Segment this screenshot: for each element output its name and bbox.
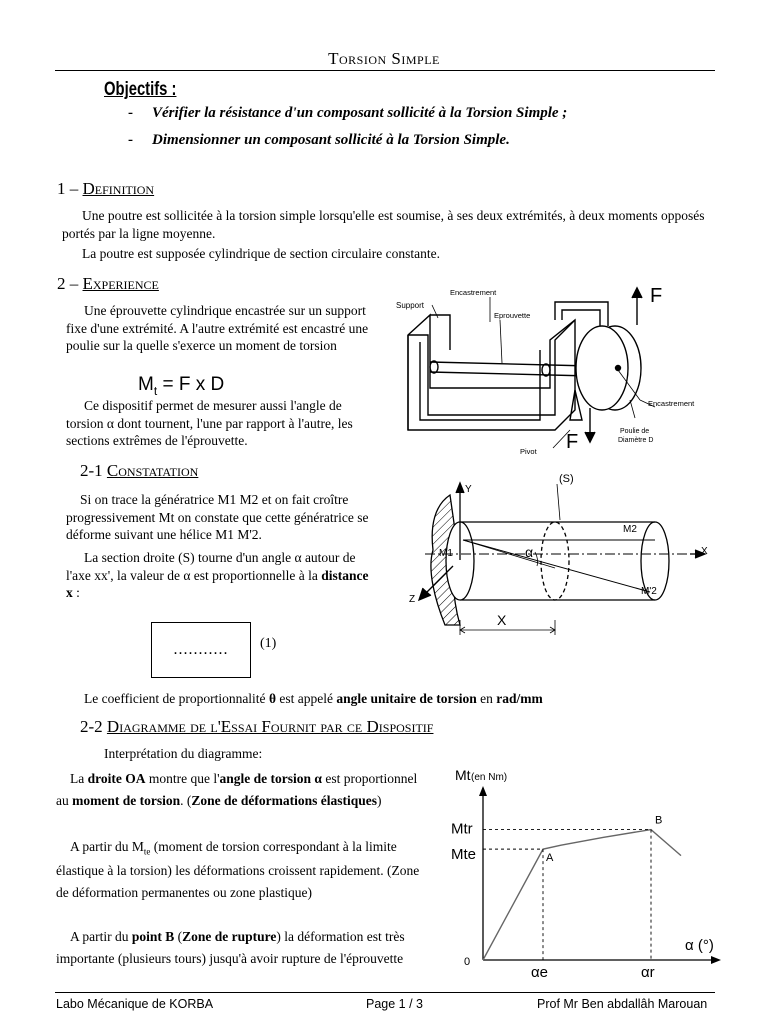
text-span: ) la déformation est très importante (plusieurs tours) jusqu'à avoir rupture de l'éprouvette — [56, 929, 405, 966]
section-heading-experience — [57, 273, 159, 295]
section-heading-definition — [57, 178, 154, 200]
experience-paragraph: Une éprouvette cylindrique encastrée sur un support fixe d'une extrémité. A l'autre extrémité est encastré une poulie sur la quelle s'exerce un moment de torsion — [66, 303, 369, 354]
label-m1: M1 — [439, 548, 453, 559]
definition-paragraph: Une poutre est sollicitée à la torsion simple lorsqu'elle est soumise, à ses deux extrémités, à deux moments opposés portés par la ligne moyenne. — [62, 208, 705, 241]
constatation-paragraph: Si on trace la génératrice M1 M2 et on fait croître progressivement Mt on constate que cette génératrice se déforme suivant une hélice M1 M'2. — [66, 492, 369, 543]
bullet: - — [128, 132, 133, 148]
torque-formula — [138, 373, 224, 399]
theta-symbol: θ — [268, 691, 276, 706]
helix-cylinder-figure — [405, 470, 715, 640]
diagram-paragraph-1 — [56, 768, 430, 813]
bold-span: point B — [131, 929, 175, 944]
objective-text: Dimensionner un composant sollicité à la Torsion Simple. — [152, 132, 510, 148]
section-title: Definition — [82, 179, 155, 198]
section-heading-constatation — [80, 460, 198, 482]
section-title: Constatation — [106, 461, 199, 480]
label-encastrement-right: Encastrement — [648, 399, 695, 408]
label-poulie: Poulie de — [620, 428, 650, 435]
label-m2-prime: M'2 — [641, 586, 657, 597]
formula-symbol: M — [138, 374, 154, 395]
y-tick-label-mte: Mte — [451, 846, 477, 864]
chart-xlabel: α (°) — [685, 937, 714, 954]
objective-item — [128, 104, 567, 124]
y-tick-label-mtr: Mtr — [451, 820, 473, 838]
header-rule — [55, 70, 715, 71]
chart-ylabel-unit: (en Nm) — [471, 772, 508, 783]
point-label-a: A — [546, 852, 554, 865]
text-span: : — [72, 585, 80, 601]
y-axis-arrow — [479, 786, 487, 796]
section-title: Diagramme de l'Essai Fournit par ce Dispositif — [106, 717, 434, 736]
text-span: . ( — [180, 793, 192, 809]
x-tick-label-alpha-r: αr — [641, 964, 655, 981]
label-section-s: (S) — [559, 473, 574, 485]
section-number: 2-1 — [80, 461, 103, 480]
bold-span: droite OA — [87, 771, 146, 786]
text-span: Le coefficient de proportionnalité — [84, 691, 269, 706]
constatation-paragraph-2 — [66, 549, 378, 602]
torsion-diagram-chart — [435, 760, 725, 985]
theta-paragraph — [84, 690, 724, 708]
text-span: est proportionnel au — [56, 771, 418, 809]
bold-span: moment de torsion — [72, 793, 181, 809]
bold-span: angle unitaire de torsion — [336, 691, 477, 706]
objective-item — [128, 131, 510, 151]
chart-origin-label: 0 — [464, 956, 471, 968]
text-span: ( — [174, 929, 183, 944]
text-span: La section droite (S) tourne d'un angle α autour de l'axe xx', la valeur de α est proportionnelle à la — [66, 550, 356, 583]
page-title: Torsion Simple — [328, 49, 440, 68]
bold-span: rad/mm — [496, 691, 543, 706]
label-pivot: Pivot — [520, 447, 537, 456]
footer-left: Labo Mécanique de KORBA — [56, 997, 214, 1011]
diagram-paragraph-3 — [56, 926, 430, 969]
label-poulie-2: Diamètre D — [618, 437, 654, 444]
bold-span: Zone de déformations élastiques — [191, 793, 377, 809]
label-support: Support — [396, 301, 425, 310]
subscript: te — [143, 846, 151, 857]
torsion-apparatus-figure — [390, 270, 710, 470]
bold-span: distance x — [66, 567, 369, 601]
label-axis-y: Y — [465, 484, 472, 495]
text-span: montre que l' — [145, 771, 220, 786]
bold-span: Zone de rupture — [182, 929, 277, 944]
formula-blank-box: ........... — [151, 622, 251, 678]
label-axis-z: Z — [409, 594, 416, 605]
label-distance-x: X — [497, 612, 507, 628]
text-span: A partir du — [70, 929, 132, 944]
text-span: en — [476, 691, 497, 706]
bold-span: angle de torsion α — [219, 771, 322, 786]
point-label-b: B — [655, 814, 663, 827]
section-number: 1 – — [57, 179, 79, 198]
objective-text: Vérifier la résistance d'un composant sollicité à la Torsion Simple ; — [152, 105, 568, 121]
objectives-heading: Objectifs : — [104, 79, 177, 100]
label-eprouvette: Eprouvette — [494, 311, 531, 320]
label-force-bottom: F — [566, 431, 579, 453]
label-encastrement-left: Encastrement — [450, 288, 497, 297]
diagram-intro: Interprétation du diagramme: — [104, 746, 263, 761]
section-number: 2-2 — [80, 717, 103, 736]
x-tick-label-alpha-e: αe — [531, 964, 549, 981]
footer-rule — [55, 992, 715, 993]
text-span: est appelé — [275, 691, 337, 706]
text-span: ) — [377, 793, 382, 809]
chart-ylabel-main: Mt — [455, 767, 471, 783]
section-heading-diagram — [80, 716, 433, 738]
section-number: 2 – — [57, 274, 79, 293]
text-span: (moment de torsion correspondant à la limite élastique à la torsion) les déformations croissent rapidement. (Zone de déformation permanentes ou zone plastique) — [56, 839, 420, 900]
bullet: - — [128, 105, 133, 121]
label-force-top: F — [650, 285, 663, 307]
formula-subscript: t — [153, 383, 158, 398]
label-m2: M2 — [623, 524, 637, 535]
text-span: A partir du M — [70, 839, 144, 854]
footer-page-number: Page 1 / 3 — [366, 997, 423, 1011]
definition-paragraph-2: La poutre est supposée cylindrique de section circulaire constante. — [82, 246, 440, 261]
diagram-paragraph-2 — [56, 836, 430, 904]
section-title: Experience — [82, 274, 159, 293]
experience-paragraph-2: Ce dispositif permet de mesurer aussi l'angle de torsion α dont tournent, l'une par rapport à l'autre, les sections extrêmes de l'éprouvette. — [66, 398, 353, 449]
equation-number: (1) — [260, 636, 277, 651]
label-alpha: α — [525, 544, 534, 560]
chart-ylabel — [455, 767, 471, 783]
x-axis-arrow — [711, 956, 721, 964]
text-span: La — [70, 771, 88, 786]
footer-author: Prof Mr Ben abdallâh Marouan — [537, 997, 708, 1011]
label-axis-x: X — [701, 546, 708, 557]
formula-rhs: = F x D — [157, 374, 225, 395]
